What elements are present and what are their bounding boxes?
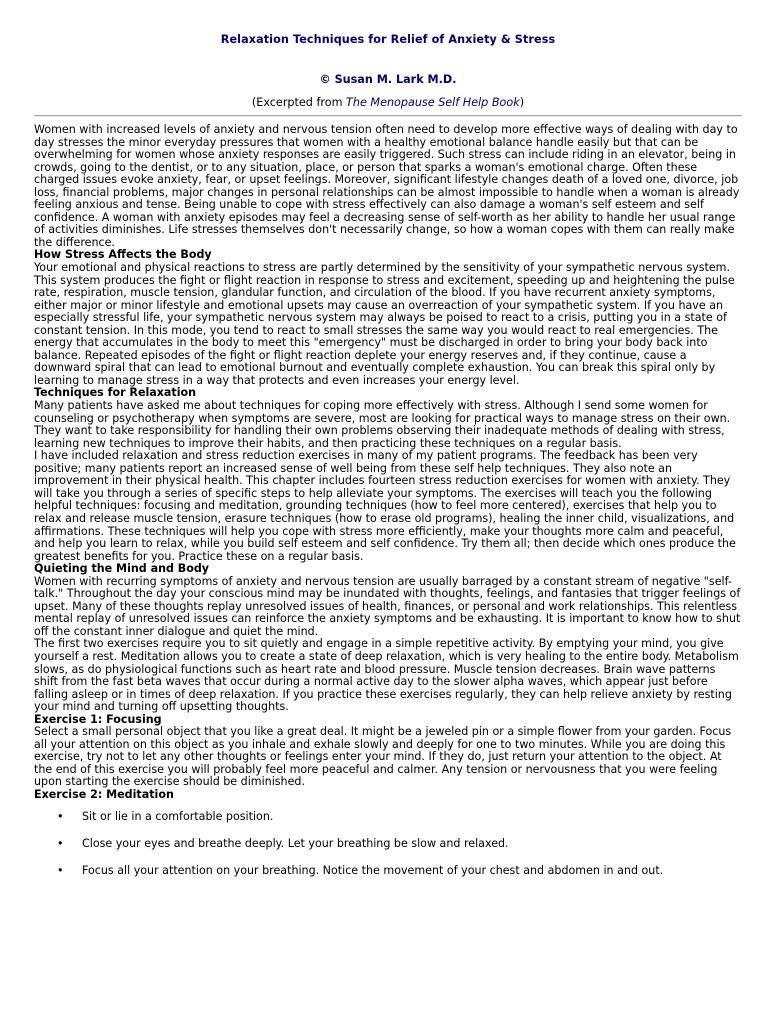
paragraph: Many patients have asked me about techniques for coping more effectively with stress. Although I send some women for counseling or psychotherapy when symptoms are severe, most are looking for practical ways to manage stress on their own. They want to take responsibility for handling their own problems observing their inadequate methods of dealing with stress, learning new techniques to improve their habits, and then practicing these techniques on a regular basis. [34,399,731,450]
intro-paragraph: Women with increased levels of anxiety and nervous tension often need to develop more effective ways of dealing with day to day stresses the minor everyday pressures that women with a healthy emotional balance handle easily but that can be overwhelming for women whose anxiety responses are easily triggered. Such stress can include riding in an elevator, being in crowds, going to the dentist, or to any situation, place, or person that sparks a woman's emotional charge. Often these charged issues evoke anxiety, fear, or upset feelings. Moreover, significant lifestyle changes death of a loved one, divorce, job loss, financial problems, major changes in personal relationships can be almost impossible to handle when a woman is already feeling anxious and tense. Being unable to cope with stress effectively can also damage a woman's self esteem and self confidence. A woman with anxiety episodes may feel a decreasing sense of self-worth as her ability to handle her usual range of activities diminishes. Life stresses themselves don't necessarily change, so how a woman copes with them can really make the difference. [34,123,740,249]
excerpt-prefix: (Excerpted from [251,96,347,109]
bullet-icon: • [57,863,64,877]
author-line: © Susan M. Lark M.D. [319,73,457,86]
paragraph: I have included relaxation and stress reduction exercises in many of my patient programs. The feedback has been very positive; many patients report an increased sense of well being from these self help techniques. They also note an improvement in their physical health. This chapter includes fourteen stress reduction exercises for women with anxiety. They will take you through a series of specific steps to help alleviate your symptoms. The exercises will teach you the following helpful techniques: focusing and meditation, grounding techniques (how to feel more centered), exercises that help you to relax and release muscle tension, erasure techniques (how to erase old programs), healing the inner child, visualizations, and affirmations. These techniques will help you cope with stress more efficiently, make your thoughts more calm and peaceful, and help you learn to relax, while you build self esteem and self confidence. Try them all; then decide which ones produce the greatest benefits for you. Practice these on a regular basis. [34,449,736,563]
list-item-text: Focus all your attention on your breathing. Notice the movement of your chest and abdomen in and out. [82,863,664,877]
excerpt-suffix: ) [519,96,525,109]
paragraph: Select a small personal object that you like a great deal. It might be a jeweled pin or a simple flower from your garden. Focus all your attention on this object as you inhale and exhale slowly and deeply for one to two minutes. While you are doing this exercise, try not to let any other thoughts or feelings enter your mind. If they do, just return your attention to the object. At the end of this exercise you will probably feel more peaceful and calmer. Any tension or nervousness that you were feeling upon starting the exercise should be diminished. [34,725,732,789]
section-heading-exercise-1: Exercise 1: Focusing [34,712,162,726]
excerpt-line [34,95,742,111]
page-title: Relaxation Techniques for Relief of Anxiety & Stress [220,33,556,46]
paragraph: Women with recurring symptoms of anxiety and nervous tension are usually barraged by a constant stream of negative "self-talk." Throughout the day your conscious mind may be inundated with thoughts, feelings, and fantasies that trigger feelings of upset. Many of these thoughts replay unresolved issues of health, finances, or personal and work relationships. This relentless mental replay of unresolved issues can reinforce the anxiety symptoms and be exhausting. It is important to know how to shut off the constant inner dialogue and quiet the mind. [34,574,741,638]
meditation-steps-list [34,810,742,877]
bullet-icon: • [57,809,64,823]
section-heading-exercise-2: Exercise 2: Meditation [34,787,174,801]
book-title: The Menopause Self Help Book [346,96,520,109]
section-heading-techniques: Techniques for Relaxation [34,386,197,400]
list-item [34,864,742,877]
list-item [34,837,742,850]
list-item-text: Sit or lie in a comfortable position. [82,809,274,823]
list-item-text: Close your eyes and breathe deeply. Let your breathing be slow and relaxed. [82,836,509,850]
section-heading-stress-body: How Stress Affects the Body [34,248,212,262]
section-heading-quieting: Quieting the Mind and Body [34,562,210,576]
paragraph: The first two exercises require you to sit quietly and engage in a simple repetitive activity. By emptying your mind, you give yourself a rest. Meditation allows you to create a state of deep relaxation, which is very healing to the entire body. Metabolism slows, as do physiological functions such as heart rate and blood pressure. Muscle tension decreases. Brain wave patterns shift from the fast beta waves that occur during a normal active day to the slower alpha waves, which appear just before falling asleep or in times of deep relaxation. If you practice these exercises regularly, they can help relieve anxiety by resting your mind and turning off upsetting thoughts. [34,637,739,714]
horizontal-rule [34,115,742,117]
list-item [34,810,742,823]
article-body [34,124,742,877]
bullet-icon: • [57,836,64,850]
paragraph: Your emotional and physical reactions to stress are partly determined by the sensitivity of your sympathetic nervous system. This system produces the fight or flight reaction in response to stress and excitement, speeding up and heightening the pulse rate, respiration, muscle tension, glandular function, and circulation of the blood. If you have recurrent anxiety symptoms, either major or minor lifestyle and emotional upsets may cause an overreaction of your sympathetic system. If you have an especially stressful life, your sympathetic nervous system may always be poised to react to a crisis, putting you in a state of constant tension. In this mode, you tend to react to small stresses the same way you would react to real emergencies. The energy that accumulates in the body to meet this "emergency" must be discharged in order to bring your body back into balance. Repeated episodes of the fight or flight reaction deplete your energy reserves and, if they continue, cause a downward spiral that can lead to emotional burnout and eventually complete exhaustion. You can break this spiral only by learning to manage stress in a way that protects and even increases your energy level. [34,261,735,387]
